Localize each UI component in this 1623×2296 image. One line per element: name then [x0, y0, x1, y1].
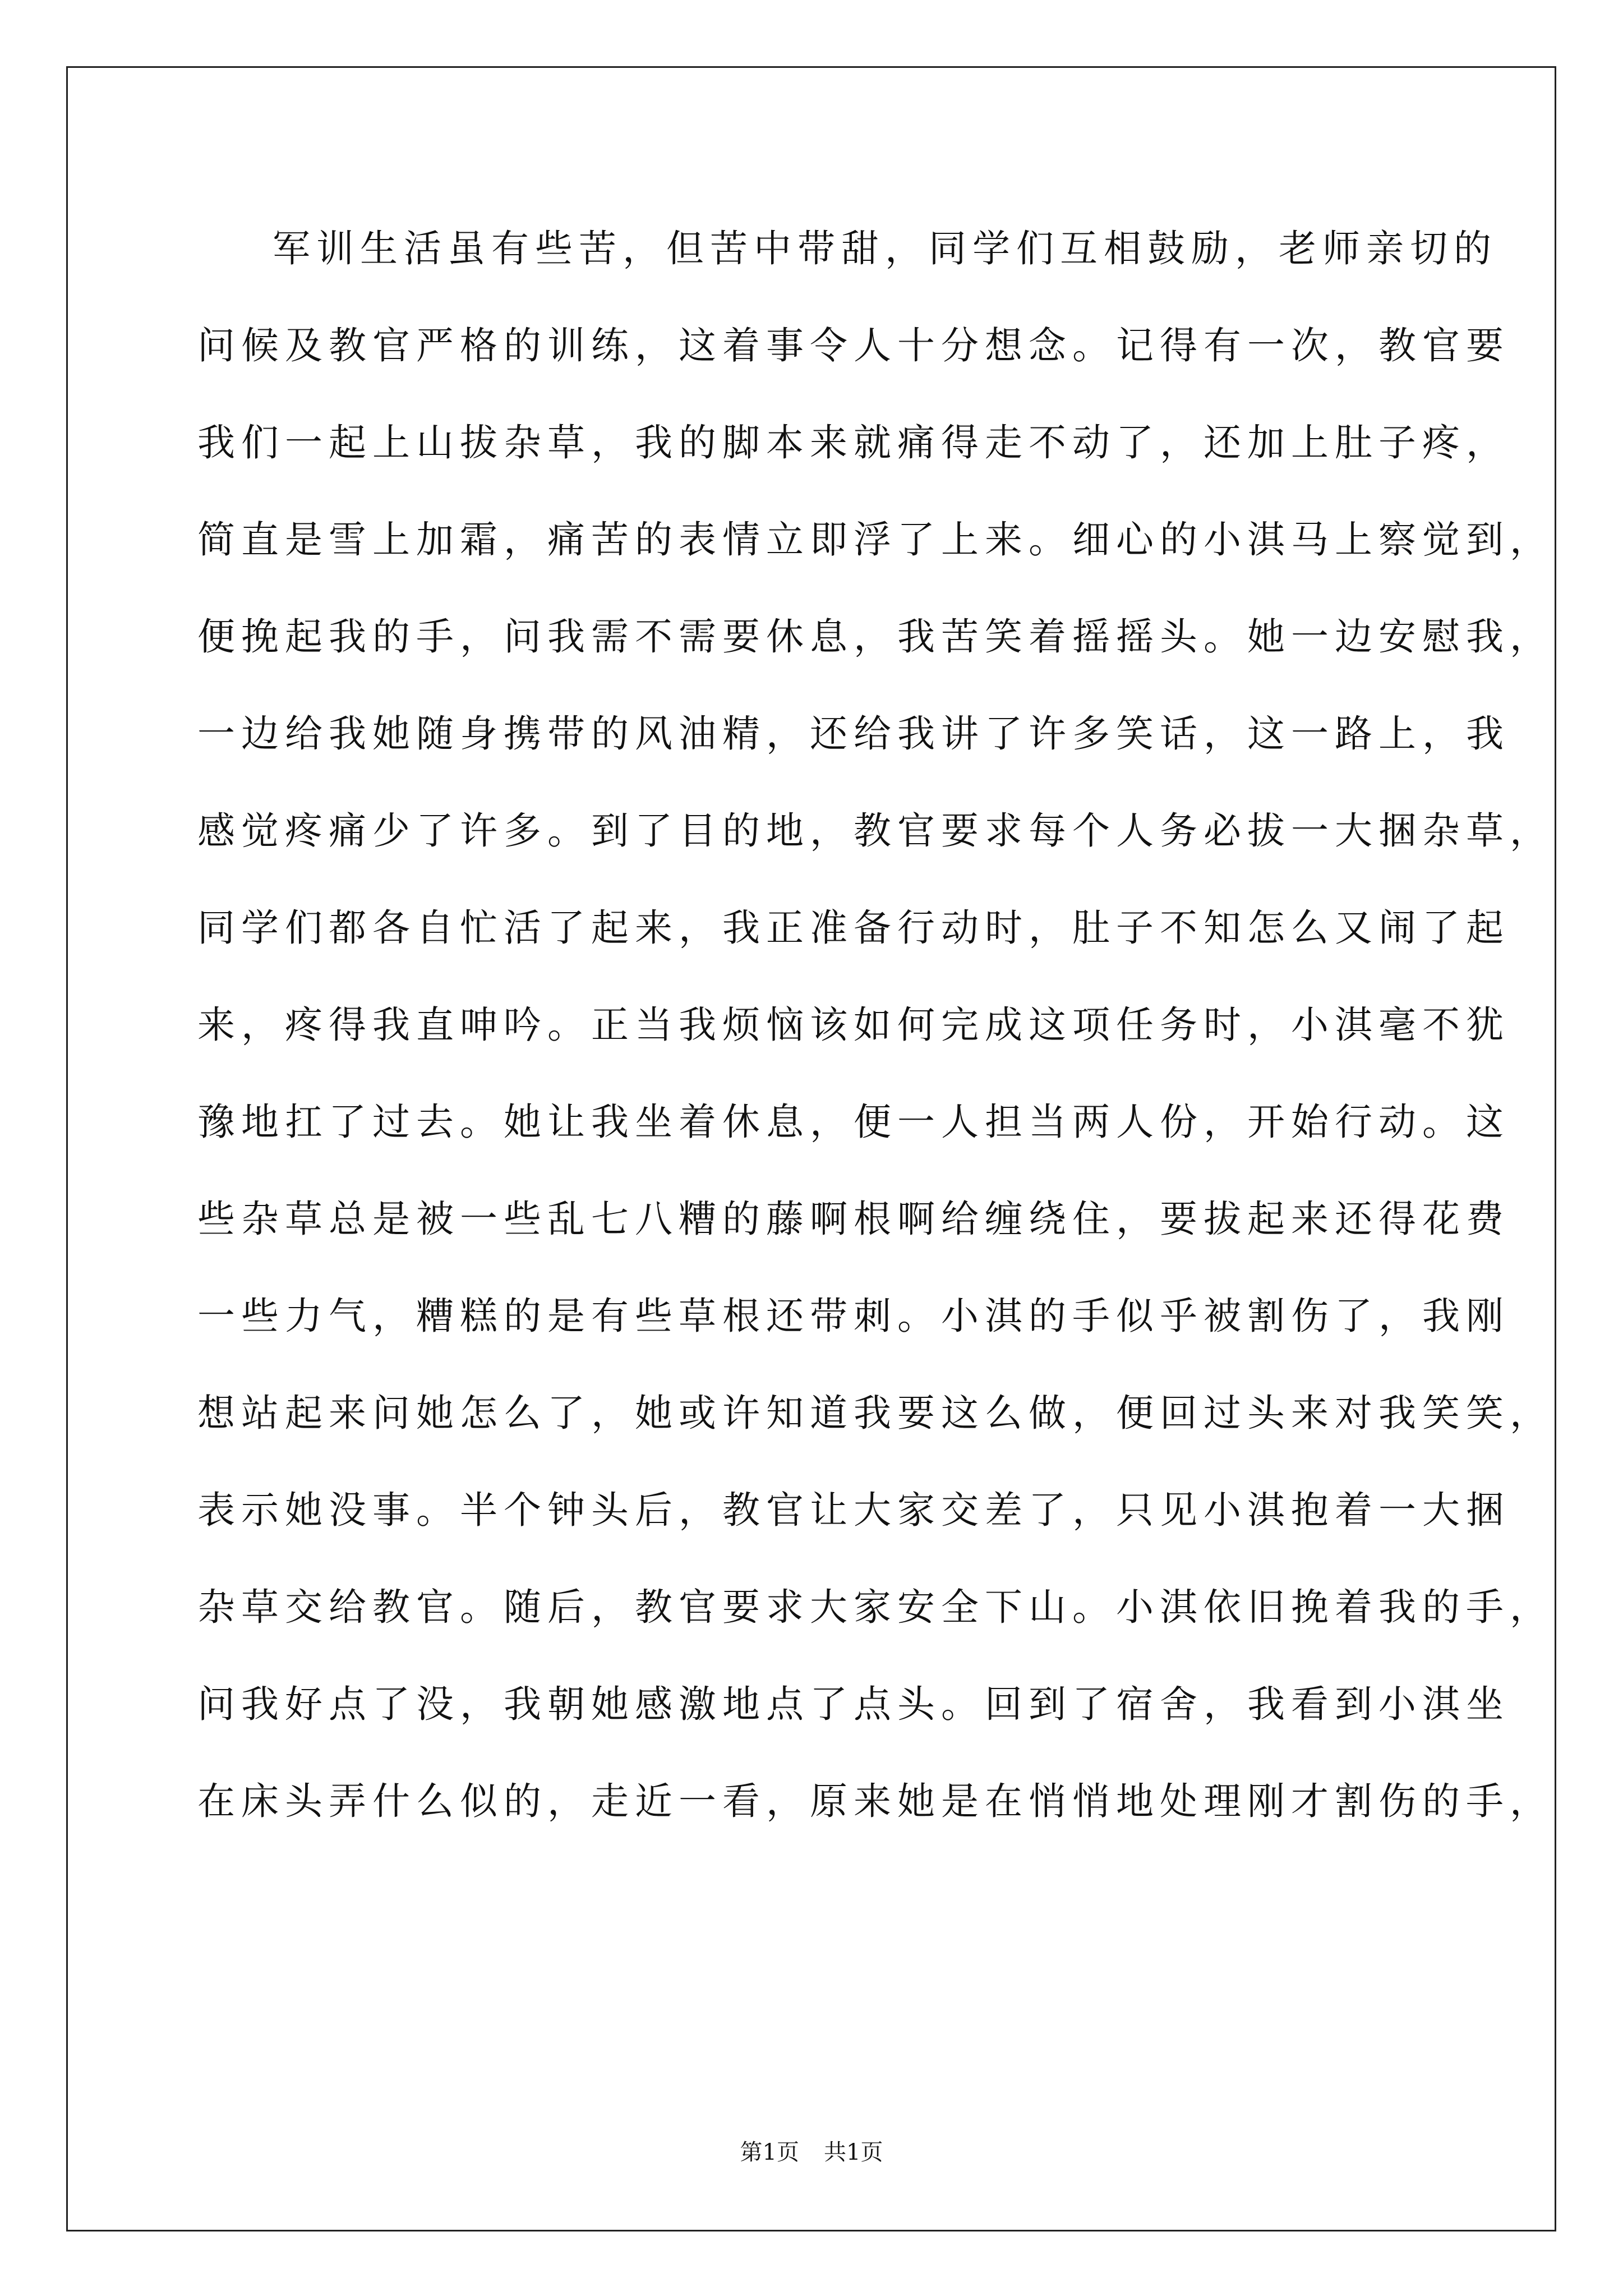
page-footer	[0, 2134, 1623, 2166]
text-line-3: 我们一起上山拔杂草，我的脚本来就痛得走不动了，还加上肚子疼，	[197, 421, 1510, 464]
text-line-12: 一些力气，糟糕的是有些草根还带刺。小淇的手似乎被割伤了，我刚	[197, 1294, 1510, 1338]
text-line-2: 问候及教官严格的训练，这着事令人十分想念。记得有一次，教官要	[197, 324, 1510, 367]
text-line-9: 来，疼得我直呻吟。正当我烦恼该如何完成这项任务时，小淇毫不犹	[197, 1003, 1510, 1047]
text-line-1: 军训生活虽有些苦，但苦中带甜，同学们互相鼓励，老师亲切的	[273, 227, 1497, 270]
text-line-4: 简直是雪上加霜，痛苦的表情立即浮了上来。细心的小淇马上察觉到，	[197, 518, 1553, 562]
document-body	[197, 218, 1553, 1867]
text-line-6: 一边给我她随身携带的风油精，还给我讲了许多笑话，这一路上，我	[197, 712, 1510, 756]
text-line-10: 豫地扛了过去。她让我坐着休息，便一人担当两人份，开始行动。这	[197, 1100, 1510, 1144]
text-line-17: 在床头弄什么似的，走近一看，原来她是在悄悄地处理刚才割伤的手，	[197, 1779, 1553, 1823]
text-line-13: 想站起来问她怎么了，她或许知道我要这么做，便回过头来对我笑笑，	[197, 1391, 1553, 1435]
text-line-7: 感觉疼痛少了许多。到了目的地，教官要求每个人务必拔一大捆杂草，	[197, 809, 1553, 853]
text-line-16: 问我好点了没，我朝她感激地点了点头。回到了宿舍，我看到小淇坐	[197, 1682, 1510, 1726]
text-line-5: 便挽起我的手，问我需不需要休息，我苦笑着摇摇头。她一边安慰我，	[197, 615, 1553, 659]
text-line-11: 些杂草总是被一些乱七八糟的藤啊根啊给缠绕住，要拔起来还得花费	[197, 1197, 1510, 1241]
page-total: 共1页	[824, 2139, 883, 2165]
page-number: 第1页	[740, 2139, 799, 2165]
text-line-8: 同学们都各自忙活了起来，我正准备行动时，肚子不知怎么又闹了起	[197, 906, 1510, 950]
text-line-14: 表示她没事。半个钟头后，教官让大家交差了，只见小淇抱着一大捆	[197, 1488, 1510, 1532]
text-line-15: 杂草交给教官。随后，教官要求大家安全下山。小淇依旧挽着我的手，	[197, 1585, 1553, 1629]
